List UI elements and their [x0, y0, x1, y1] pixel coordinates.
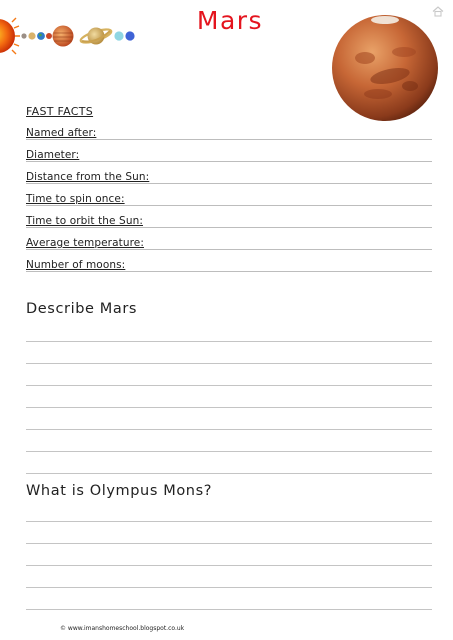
writing-line [26, 609, 432, 610]
writing-line [26, 451, 432, 452]
writing-line [26, 385, 432, 386]
fact-row-named-after [26, 121, 432, 140]
solar-system-planets-icon [0, 14, 150, 58]
writing-line [26, 363, 432, 364]
fact-label: Time to orbit the Sun: [26, 215, 143, 227]
fact-label: Distance from the Sun: [26, 171, 150, 183]
writing-line [26, 565, 432, 566]
fact-label: Named after: [26, 127, 97, 139]
page-title: Mars [196, 6, 264, 35]
fact-row-diameter [26, 143, 432, 162]
writing-line [26, 407, 432, 408]
writing-line [26, 429, 432, 430]
fact-row-number-of-moons [26, 253, 432, 272]
writing-line [26, 521, 432, 522]
fact-label: Time to spin once: [26, 193, 125, 205]
fast-facts-heading: FAST FACTS [26, 105, 94, 118]
fact-row-time-to-spin [26, 187, 432, 206]
writing-line [26, 587, 432, 588]
fact-label: Number of moons: [26, 259, 126, 271]
writing-line [26, 543, 432, 544]
fact-label: Diameter: [26, 149, 80, 161]
footer-copyright: © www.imanshomeschool.blogspot.co.uk [60, 625, 185, 632]
fact-row-time-to-orbit [26, 209, 432, 228]
fact-row-distance-from-sun [26, 165, 432, 184]
describe-heading: Describe Mars [26, 301, 138, 317]
writing-line [26, 473, 432, 474]
olympus-mons-heading: What is Olympus Mons? [26, 483, 213, 499]
fact-label: Average temperature: [26, 237, 144, 249]
mars-planet-photo [330, 14, 440, 122]
fact-row-average-temperature [26, 231, 432, 250]
writing-line [26, 341, 432, 342]
